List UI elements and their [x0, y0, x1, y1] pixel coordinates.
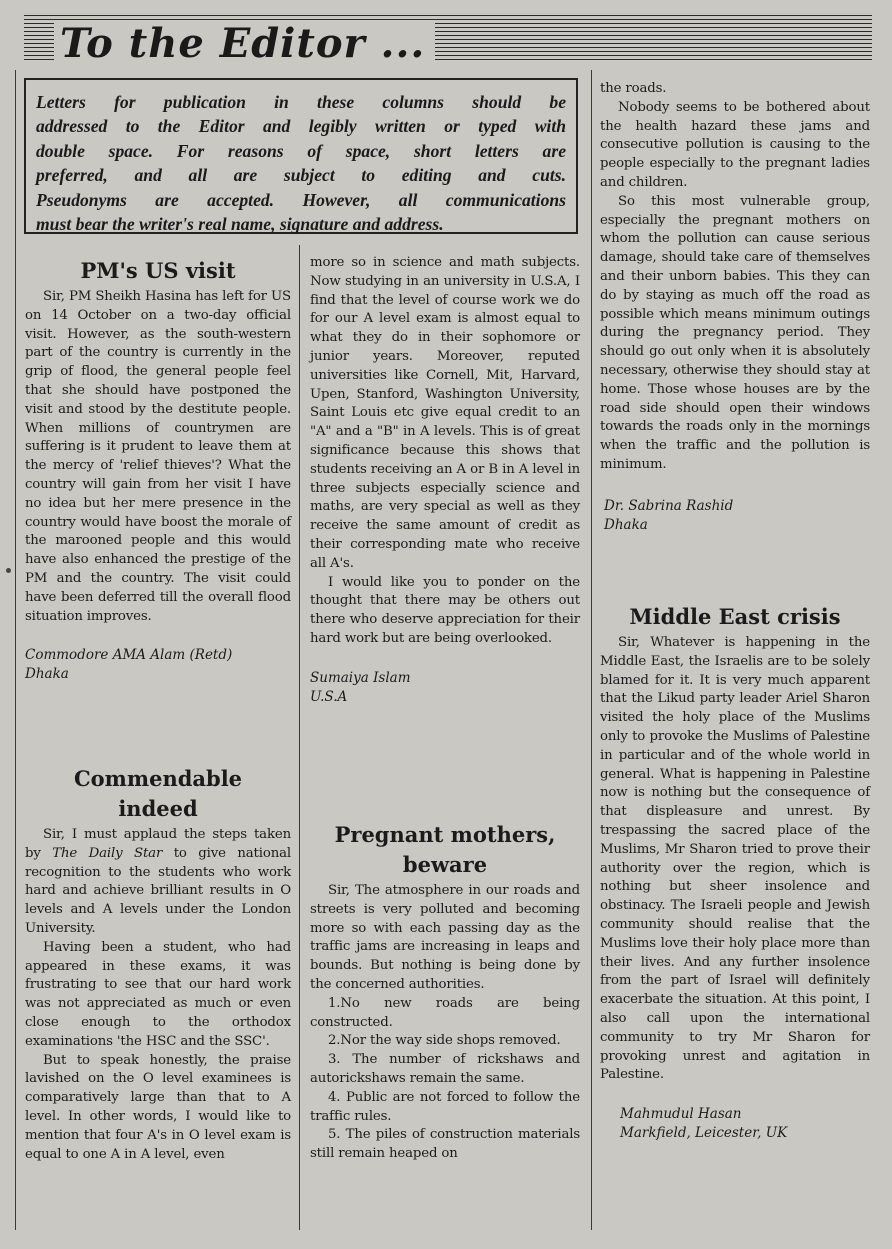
letter-middle-east-crisis — [600, 602, 870, 1143]
letter-paragraph: Nobody seems to be bothered about the health hazard these jams and consecutive pollution is causing to the people especially to the pregnant ladies and children. — [600, 99, 870, 190]
text: to give national recognition to the students who work hard and achieve brilliant results in O levels and A levels under the London University. — [25, 845, 291, 936]
signature-name: Dr. Sabrina Rashid — [604, 497, 734, 514]
letter-pregnant-mothers-continued — [600, 80, 870, 535]
section-header — [24, 12, 872, 67]
list-item: 1.No new roads are being constructed. — [310, 995, 580, 1030]
headline: Pregnant mothers, — [334, 822, 556, 847]
headline: beware — [402, 852, 488, 877]
column-rule — [15, 70, 16, 1230]
headline: Middle East crisis — [629, 604, 841, 629]
signature-place: Dhaka — [25, 666, 69, 683]
letter-paragraph: Sir, The atmosphere in our roads and streets is very polluted and becoming more so with each passing day as the traffic jams are increasing in leaps and bounds. But nothing is being done by the concerned authorities. — [310, 883, 580, 992]
submission-notice — [24, 78, 578, 234]
list-item: 5. The piles of construction materials still remain heaped on — [310, 1127, 580, 1162]
list-item: 2.Nor the way side shops removed. — [328, 1033, 561, 1049]
column-rule — [299, 245, 300, 1230]
notice-line: addressed to the Editor and legibly written or typed with — [36, 116, 566, 137]
signature-name: Mahmudul Hasan — [620, 1106, 742, 1123]
print-speck — [6, 568, 11, 573]
letter-commendable-continued — [310, 254, 580, 707]
signature-place: Dhaka — [604, 516, 648, 533]
signature-name: Commodore AMA Alam (Retd) — [25, 647, 233, 664]
letter-paragraph: Having been a student, who had appeared in these exams, it was frustrating to see that our hard work was not appreciated as much or even close enough to the orthodox examinations 'the HSC and the SSC'. — [25, 939, 291, 1049]
headline: Commendable — [73, 766, 243, 791]
letter-pm-us-visit — [25, 256, 291, 684]
headline: PM's US visit — [80, 258, 236, 283]
letter-paragraph: more so in science and math subjects. Now studying in an university in U.S.A, I find that the level of course work we do for our A level exam is almost equal to what they do in their sophomore or junior years. Moreover, reputed universities like Cornell, Mit, Harvard, Upen, Stanford, Washington University, Saint Louis etc give equal credit to an "A" and a "B" in A levels. This is of great significance because this shows that students receiving an A or B in A level in three subjects especially science and maths, are very special as well as they receive the same amount of credit as their corresponding mate who receive all A's. — [310, 255, 580, 571]
column-rule — [591, 70, 592, 1230]
notice-line: must bear the writer's real name, signature and address. — [36, 214, 444, 235]
notice-line: Letters for publication in these columns should be — [36, 92, 566, 112]
letter-paragraph — [25, 826, 291, 939]
letter-body: Sir, Whatever is happening in the Middle East, the Israelis are to be solely blamed for it. It is very much apparent that the Likud party leader Ariel Sharon visited the holy place of the Muslims only to provoke the Muslims of Palestine in particular and of the whole world in general. What is happening in Palestine now is nothing but the consequence of that displeasure and unrest. By trespassing the sacred place of the Muslims, Mr Sharon tried to prove their authority over the region, which is nothing but sheer insolence and obstinacy. The Israeli people and Jewish community should realise that the Muslims love their holy place more than their lives. And any further insolence from the part of Israel will definitely exacerbate the situation. At this point, I also call upon the international community to try Mr Sharon for provoking unrest and agitation in Palestine. — [600, 635, 870, 1083]
letter-paragraph: I would like you to ponder on the thought that there may be others out there who deserve appreciation for their hard work but are being overlooked. — [310, 574, 580, 646]
notice-line: Pseudonyms are accepted. However, all communications — [36, 189, 566, 210]
notice-line: double space. For reasons of space, short letters are — [36, 140, 566, 161]
signature-place: U.S.A — [310, 688, 348, 705]
signature-place: Markfield, Leicester, UK — [620, 1125, 788, 1142]
letter-paragraph: But to speak honestly, the praise lavished on the O level examinees is comparatively large than that to A level. In other words, I would like to mention that four A's in O level exam is equal to one A in A level, even — [25, 1052, 291, 1162]
signature-name: Sumaiya Islam — [310, 669, 411, 686]
letter-commendable — [25, 764, 291, 1164]
letter-body: Sir, PM Sheikh Hasina has left for US on 14 October on a two-day official visit. However, as the south-western part of the country is currently in the grip of flood, the general people feel that she should have postponed the visit and stood by the destitute people. When millions of countrymen are suffering is it prudent to leave them at the mercy of 'relief thieves'? What the country will gain from her visit I have no idea but her mere presence in the country would have boost the morale of the marooned people and this would have also enhanced the prestige of the PM and the country. The visit could have been deferred till the overall flood situation improves. — [25, 289, 291, 624]
letter-paragraph: the roads. — [600, 81, 667, 96]
text: Sir, I must applaud the steps taken by — [25, 827, 291, 861]
letter-paragraph: So this most vulnerable group, especially the pregnant mothers on whom the pollution can cause serious damage, should take care of themselves and their unborn babies. This they can do by staying as much off the road as possible which means minimum outings during the pregnancy period. They should go out only when it is absolutely necessary, otherwise they should stay at home. Those whose houses are by the road side should open their windows towards the roads only in the mornings when the traffic and the pollution is minimum. — [600, 193, 870, 472]
letter-pregnant-mothers — [310, 820, 580, 1164]
newspaper-name: The Daily Star — [52, 845, 163, 861]
section-title: To the Editor ... — [54, 20, 435, 68]
list-item: 4. Public are not forced to follow the traffic rules. — [310, 1089, 580, 1124]
list-item: 3. The number of rickshaws and autorickshaws remain the same. — [310, 1052, 580, 1086]
notice-line: preferred, and all are subject to editing and cuts. — [36, 165, 566, 186]
headline: indeed — [118, 796, 198, 821]
